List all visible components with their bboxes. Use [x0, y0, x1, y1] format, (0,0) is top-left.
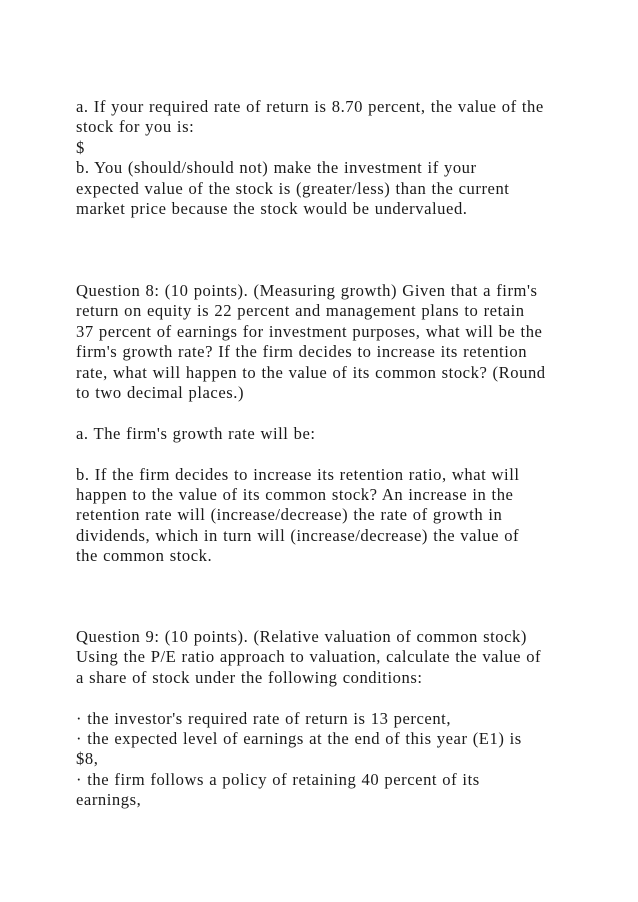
text-line: $ — [76, 137, 85, 157]
question-9 — [76, 627, 576, 811]
condition-item: · the expected level of earnings at the end of this year (E1) is — [76, 729, 522, 749]
part-a-b-continuation — [76, 97, 576, 219]
blank-line — [76, 403, 576, 423]
question-8 — [76, 281, 576, 567]
text-line: rate, what will happen to the value of its common stock? (Round — [76, 362, 546, 382]
question-8-heading-line: Question 8: (10 points). (Measuring growth) Given that a firm's — [76, 281, 538, 300]
text-line: retention rate will (increase/decrease) the rate of growth in — [76, 505, 503, 525]
text-line: a share of stock under the following conditions: — [76, 667, 423, 687]
text-line: happen to the value of its common stock? An increase in the — [76, 485, 514, 505]
question-8-part-a: a. The firm's growth rate will be: — [76, 423, 316, 443]
condition-item: · the firm follows a policy of retaining 40 percent of its — [76, 769, 480, 789]
condition-item: · the investor's required rate of return is 13 percent, — [76, 708, 452, 728]
question-8-part-b-line: b. If the firm decides to increase its retention ratio, what will — [76, 464, 520, 484]
question-9-heading-line: Question 9: (10 points). (Relative valuation of common stock) — [76, 627, 527, 646]
text-line: stock for you is: — [76, 117, 195, 137]
blank-line — [76, 444, 576, 464]
text-line: firm's growth rate? If the firm decides to increase its retention — [76, 342, 528, 362]
text-line: return on equity is 22 percent and management plans to retain — [76, 301, 525, 321]
condition-item-continuation: earnings, — [76, 790, 142, 810]
text-line: 37 percent of earnings for investment purposes, what will be the — [76, 321, 543, 341]
text-line: a. If your required rate of return is 8.70 percent, the value of the — [76, 97, 544, 116]
text-line: b. You (should/should not) make the investment if your — [76, 158, 477, 178]
condition-item-continuation: $8, — [76, 749, 99, 769]
text-line: expected value of the stock is (greater/less) than the current — [76, 178, 510, 198]
text-line: Using the P/E ratio approach to valuation, calculate the value of — [76, 647, 542, 667]
text-line: the common stock. — [76, 546, 213, 566]
text-line: dividends, which in turn will (increase/decrease) the value of — [76, 525, 520, 545]
text-line: to two decimal places.) — [76, 383, 245, 403]
text-line: market price because the stock would be undervalued. — [76, 199, 468, 219]
blank-line — [76, 688, 576, 708]
